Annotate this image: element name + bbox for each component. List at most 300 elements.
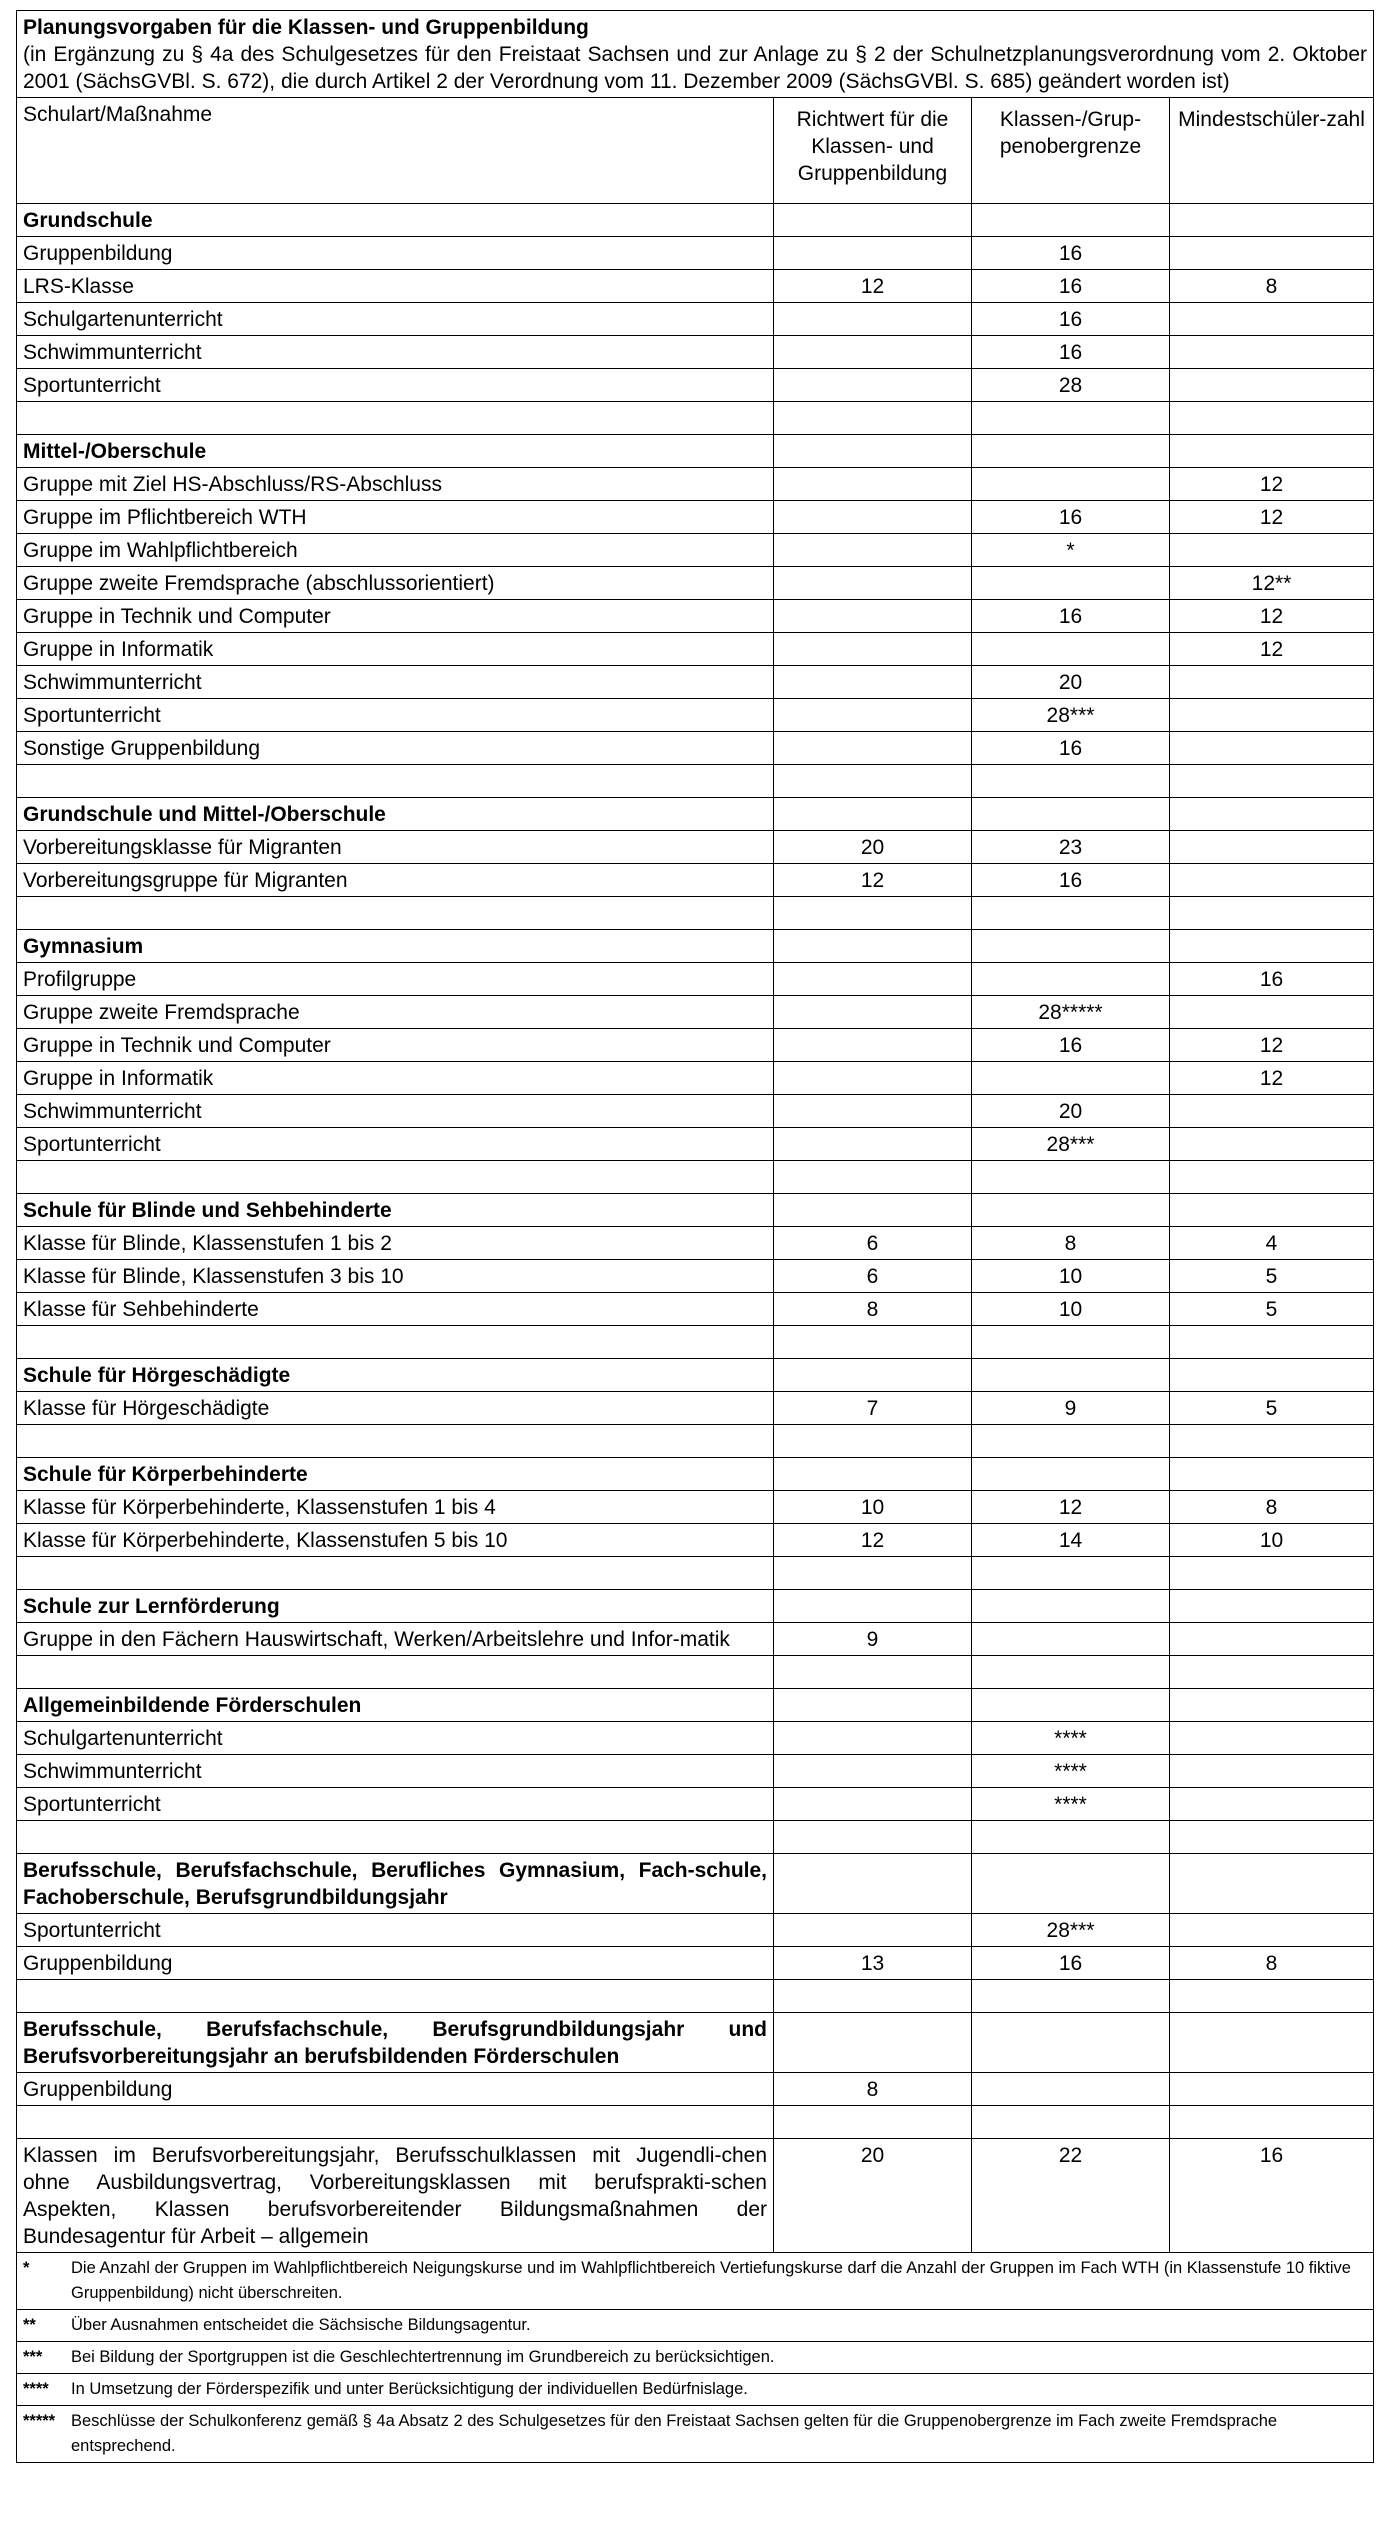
section-title: Grundschule [17,204,774,237]
mindestschuelerzahl-cell: 12 [1170,501,1374,534]
richtwert-cell [774,237,972,270]
mindestschuelerzahl-cell: 12** [1170,567,1374,600]
empty-row [17,1557,1374,1590]
obergrenze-cell: 28*** [972,699,1170,732]
row-label: Schulgartenunterricht [17,303,774,336]
obergrenze-cell: **** [972,1755,1170,1788]
section-header-row [17,1359,1374,1392]
title-cell [17,11,1374,98]
empty-row [17,1980,1374,2013]
richtwert-cell [774,534,972,567]
section-empty-cell [774,2013,972,2073]
richtwert-cell [774,1755,972,1788]
section-title: Gymnasium [17,930,774,963]
table-title: Planungsvorgaben für die Klassen- und Gruppenbildung [23,16,589,39]
empty-cell [17,1425,774,1458]
mindestschuelerzahl-cell [1170,864,1374,897]
section-title: Schule für Blinde und Sehbehinderte [17,1194,774,1227]
table-row [17,1293,1374,1326]
empty-cell [774,897,972,930]
richtwert-cell [774,963,972,996]
empty-cell [1170,1557,1374,1590]
empty-cell [1170,1326,1374,1359]
empty-cell [17,1161,774,1194]
obergrenze-cell: 16 [972,270,1170,303]
mindestschuelerzahl-cell [1170,336,1374,369]
obergrenze-cell: 28 [972,369,1170,402]
row-label: LRS-Klasse [17,270,774,303]
footnote-row [17,2253,1374,2310]
section-header-row [17,435,1374,468]
row-label: Sonstige Gruppenbildung [17,732,774,765]
header-richtwert: Richtwert für die Klassen- und Gruppenbildung [774,98,972,204]
footnote-cell [17,2406,1374,2463]
row-label: Gruppe zweite Fremdsprache [17,996,774,1029]
empty-cell [972,1980,1170,2013]
obergrenze-cell: 9 [972,1392,1170,1425]
footnote-text: Beschlüsse der Schulkonferenz gemäß § 4a Absatz 2 des Schulgesetzes für den Freistaat Sachsen gelten für die Gruppenobergrenze im Fach zweite Fremdsprache entsprechend. [71,2412,1278,2455]
richtwert-cell: 12 [774,270,972,303]
row-label: Vorbereitungsklasse für Migranten [17,831,774,864]
empty-row [17,2106,1374,2139]
empty-cell [972,897,1170,930]
richtwert-cell: 7 [774,1392,972,1425]
mindestschuelerzahl-cell [1170,732,1374,765]
mindestschuelerzahl-cell [1170,1914,1374,1947]
table-row [17,2073,1374,2106]
section-title: Schule für Körperbehinderte [17,1458,774,1491]
obergrenze-cell: 28*** [972,1128,1170,1161]
section-empty-cell [774,798,972,831]
table-row [17,699,1374,732]
section-header-row [17,1854,1374,1914]
footnote-cell [17,2374,1374,2406]
empty-cell [972,1326,1170,1359]
row-label: Schwimmunterricht [17,1095,774,1128]
row-label: Klasse für Blinde, Klassenstufen 3 bis 10 [17,1260,774,1293]
row-label: Sportunterricht [17,699,774,732]
footnote-mark: * [23,2259,30,2277]
section-empty-cell [972,798,1170,831]
empty-cell [17,1557,774,1590]
empty-cell [774,1821,972,1854]
empty-cell [1170,1980,1374,2013]
section-empty-cell [774,1689,972,1722]
footnote-mark: ***** [23,2412,56,2430]
obergrenze-cell: * [972,534,1170,567]
section-empty-cell [1170,930,1374,963]
row-label: Gruppe in Informatik [17,1062,774,1095]
section-empty-cell [972,435,1170,468]
mindestschuelerzahl-cell: 5 [1170,1293,1374,1326]
table-row [17,1722,1374,1755]
richtwert-cell [774,468,972,501]
section-empty-cell [1170,204,1374,237]
row-label: Sportunterricht [17,1128,774,1161]
section-empty-cell [972,1194,1170,1227]
section-empty-cell [972,1689,1170,1722]
row-label: Gruppe in den Fächern Hauswirtschaft, Werken/Arbeitslehre und Infor-matik [17,1623,774,1656]
mindestschuelerzahl-cell: 16 [1170,2139,1374,2253]
section-empty-cell [774,1359,972,1392]
section-empty-cell [972,930,1170,963]
row-label: Profilgruppe [17,963,774,996]
row-label: Schwimmunterricht [17,666,774,699]
obergrenze-cell [972,1623,1170,1656]
section-empty-cell [1170,1590,1374,1623]
obergrenze-cell: 22 [972,2139,1170,2253]
obergrenze-cell: 12 [972,1491,1170,1524]
empty-row [17,1821,1374,1854]
table-row [17,1062,1374,1095]
row-label: Gruppe im Pflichtbereich WTH [17,501,774,534]
empty-cell [972,1161,1170,1194]
table-row [17,1227,1374,1260]
table-row [17,1260,1374,1293]
empty-cell [972,2106,1170,2139]
table-row [17,996,1374,1029]
empty-row [17,897,1374,930]
section-empty-cell [1170,1194,1374,1227]
section-empty-cell [774,1854,972,1914]
section-empty-cell [972,1458,1170,1491]
row-label: Gruppenbildung [17,1947,774,1980]
mindestschuelerzahl-cell [1170,1095,1374,1128]
richtwert-cell: 9 [774,1623,972,1656]
section-title: Grundschule und Mittel-/Oberschule [17,798,774,831]
table-row [17,1491,1374,1524]
section-empty-cell [1170,2013,1374,2073]
empty-cell [17,1656,774,1689]
obergrenze-cell: 16 [972,1029,1170,1062]
footnote-cell [17,2310,1374,2342]
section-empty-cell [972,1854,1170,1914]
section-header-row [17,2013,1374,2073]
richtwert-cell [774,996,972,1029]
empty-cell [17,402,774,435]
empty-row [17,1161,1374,1194]
section-empty-cell [774,1590,972,1623]
richtwert-cell [774,336,972,369]
row-label: Vorbereitungsgruppe für Migranten [17,864,774,897]
section-header-row [17,1194,1374,1227]
richtwert-cell [774,1128,972,1161]
empty-cell [774,765,972,798]
richtwert-cell: 6 [774,1227,972,1260]
section-empty-cell [972,1590,1170,1623]
empty-cell [1170,765,1374,798]
obergrenze-cell: 23 [972,831,1170,864]
section-empty-cell [1170,1458,1374,1491]
richtwert-cell [774,666,972,699]
mindestschuelerzahl-cell [1170,699,1374,732]
empty-cell [972,1821,1170,1854]
mindestschuelerzahl-cell: 8 [1170,1491,1374,1524]
row-label: Gruppe in Technik und Computer [17,1029,774,1062]
mindestschuelerzahl-cell: 12 [1170,1029,1374,1062]
obergrenze-cell [972,468,1170,501]
header-mindestschuelerzahl: Mindestschüler-zahl [1170,98,1374,204]
mindestschuelerzahl-cell [1170,1128,1374,1161]
richtwert-cell [774,633,972,666]
obergrenze-cell [972,1062,1170,1095]
empty-row [17,1326,1374,1359]
row-label: Klasse für Sehbehinderte [17,1293,774,1326]
empty-cell [1170,2106,1374,2139]
empty-cell [17,1821,774,1854]
empty-cell [1170,1821,1374,1854]
obergrenze-cell: 16 [972,864,1170,897]
table-row [17,963,1374,996]
obergrenze-cell: 16 [972,303,1170,336]
obergrenze-cell: 14 [972,1524,1170,1557]
richtwert-cell: 12 [774,864,972,897]
table-row [17,633,1374,666]
richtwert-cell [774,699,972,732]
table-row [17,270,1374,303]
table-row [17,567,1374,600]
empty-cell [1170,897,1374,930]
richtwert-cell: 20 [774,831,972,864]
empty-cell [774,402,972,435]
section-empty-cell [972,204,1170,237]
section-empty-cell [972,1359,1170,1392]
table-row [17,468,1374,501]
row-label: Klasse für Blinde, Klassenstufen 1 bis 2 [17,1227,774,1260]
table-row [17,1029,1374,1062]
mindestschuelerzahl-cell [1170,534,1374,567]
obergrenze-cell: 8 [972,1227,1170,1260]
header-row [17,98,1374,204]
mindestschuelerzahl-cell: 12 [1170,468,1374,501]
row-label: Gruppe im Wahlpflichtbereich [17,534,774,567]
row-label: Klassen im Berufsvorbereitungsjahr, Berufsschulklassen mit Jugendli-chen ohne Ausbildungsvertrag, Vorbereitungsklassen mit berufsprakti-schen Aspekten, Klassen berufsvorbereitender Bildungsmaßnahmen der Bundesagentur für Arbeit – allgemein [17,2139,774,2253]
section-title: Mittel-/Oberschule [17,435,774,468]
empty-cell [774,1161,972,1194]
table-row [17,1095,1374,1128]
obergrenze-cell [972,963,1170,996]
obergrenze-cell [972,567,1170,600]
mindestschuelerzahl-cell [1170,831,1374,864]
richtwert-cell: 20 [774,2139,972,2253]
footnote-row [17,2374,1374,2406]
section-title: Allgemeinbildende Förderschulen [17,1689,774,1722]
section-header-row [17,1689,1374,1722]
row-label: Gruppe mit Ziel HS-Abschluss/RS-Abschluss [17,468,774,501]
table-row [17,1755,1374,1788]
mindestschuelerzahl-cell [1170,237,1374,270]
empty-cell [774,2106,972,2139]
row-label: Gruppe zweite Fremdsprache (abschlussorientiert) [17,567,774,600]
table-row [17,1788,1374,1821]
richtwert-cell [774,732,972,765]
obergrenze-cell: **** [972,1722,1170,1755]
table-row [17,1524,1374,1557]
section-header-row [17,1458,1374,1491]
row-label: Sportunterricht [17,369,774,402]
empty-cell [1170,1656,1374,1689]
empty-cell [774,1656,972,1689]
mindestschuelerzahl-cell [1170,996,1374,1029]
row-label: Gruppe in Technik und Computer [17,600,774,633]
table-row [17,864,1374,897]
section-header-row [17,930,1374,963]
table-row [17,600,1374,633]
footnote-text: In Umsetzung der Förderspezifik und unter Berücksichtigung der individuellen Bedürfnislage. [71,2380,748,2398]
obergrenze-cell: **** [972,1788,1170,1821]
header-obergrenze: Klassen-/Grup-penobergrenze [972,98,1170,204]
row-label: Schwimmunterricht [17,336,774,369]
richtwert-cell: 13 [774,1947,972,1980]
table-row [17,1128,1374,1161]
section-empty-cell [774,1194,972,1227]
obergrenze-cell: 16 [972,237,1170,270]
title-row [17,11,1374,98]
footnote-text: Über Ausnahmen entscheidet die Sächsische Bildungsagentur. [71,2316,531,2334]
obergrenze-cell: 16 [972,600,1170,633]
footnote-row [17,2310,1374,2342]
section-header-row [17,798,1374,831]
mindestschuelerzahl-cell [1170,1788,1374,1821]
section-empty-cell [1170,435,1374,468]
mindestschuelerzahl-cell [1170,1722,1374,1755]
obergrenze-cell: 16 [972,1947,1170,1980]
richtwert-cell: 10 [774,1491,972,1524]
obergrenze-cell: 16 [972,336,1170,369]
section-empty-cell [774,435,972,468]
richtwert-cell [774,1095,972,1128]
table-row [17,1392,1374,1425]
richtwert-cell [774,1722,972,1755]
empty-cell [972,1557,1170,1590]
table-row [17,732,1374,765]
mindestschuelerzahl-cell [1170,666,1374,699]
footnote-row [17,2342,1374,2374]
row-label: Klasse für Körperbehinderte, Klassenstufen 5 bis 10 [17,1524,774,1557]
section-empty-cell [972,2013,1170,2073]
obergrenze-cell: 16 [972,501,1170,534]
table-row [17,303,1374,336]
row-label: Sportunterricht [17,1788,774,1821]
richtwert-cell [774,567,972,600]
mindestschuelerzahl-cell: 4 [1170,1227,1374,1260]
section-title: Berufsschule, Berufsfachschule, Berufsgrundbildungsjahr und Berufsvorbereitungsjahr an berufsbildenden Förderschulen [17,2013,774,2073]
footnote-mark: *** [23,2348,43,2366]
obergrenze-cell [972,633,1170,666]
empty-cell [972,1656,1170,1689]
section-empty-cell [774,1458,972,1491]
row-label: Gruppenbildung [17,237,774,270]
mindestschuelerzahl-cell: 12 [1170,633,1374,666]
obergrenze-cell: 10 [972,1260,1170,1293]
planning-table-document [16,10,1373,2463]
row-label: Gruppenbildung [17,2073,774,2106]
richtwert-cell [774,501,972,534]
section-empty-cell [1170,1359,1374,1392]
obergrenze-cell: 28***** [972,996,1170,1029]
table-row [17,369,1374,402]
mindestschuelerzahl-cell [1170,369,1374,402]
empty-row [17,1656,1374,1689]
mindestschuelerzahl-cell: 5 [1170,1260,1374,1293]
empty-cell [17,2106,774,2139]
table-row [17,237,1374,270]
section-empty-cell [774,930,972,963]
richtwert-cell: 12 [774,1524,972,1557]
obergrenze-cell [972,2073,1170,2106]
empty-cell [774,1557,972,1590]
richtwert-cell [774,1788,972,1821]
obergrenze-cell: 20 [972,1095,1170,1128]
empty-cell [972,402,1170,435]
empty-cell [17,1326,774,1359]
empty-cell [17,1980,774,2013]
mindestschuelerzahl-cell: 16 [1170,963,1374,996]
mindestschuelerzahl-cell [1170,2073,1374,2106]
footnote-mark: **** [23,2380,49,2398]
row-label: Klasse für Hörgeschädigte [17,1392,774,1425]
row-label: Gruppe in Informatik [17,633,774,666]
richtwert-cell: 8 [774,2073,972,2106]
row-label: Schulgartenunterricht [17,1722,774,1755]
empty-cell [774,1326,972,1359]
mindestschuelerzahl-cell [1170,1755,1374,1788]
table-row [17,1914,1374,1947]
empty-cell [1170,1161,1374,1194]
empty-cell [774,1425,972,1458]
richtwert-cell [774,303,972,336]
footnote-row [17,2406,1374,2463]
footnote-text: Bei Bildung der Sportgruppen ist die Geschlechtertrennung im Grundbereich zu berücksichtigen. [71,2348,775,2366]
final-row [17,2139,1374,2253]
footnote-mark: ** [23,2316,36,2334]
richtwert-cell: 6 [774,1260,972,1293]
row-label: Schwimmunterricht [17,1755,774,1788]
richtwert-cell [774,1914,972,1947]
table-subtitle: (in Ergänzung zu § 4a des Schulgesetzes für den Freistaat Sachsen und zur Anlage zu § 2 der Schulnetzplanungsverordnung vom 2. Oktober 2001 (SächsGVBl. S. 672), die durch Artikel 2 der Verordnung vom 11. Dezember 2009 (SächsGVBl. S. 685) geändert worden ist) [23,43,1368,93]
obergrenze-cell: 28*** [972,1914,1170,1947]
row-label: Sportunterricht [17,1914,774,1947]
empty-cell [774,1980,972,2013]
obergrenze-cell: 20 [972,666,1170,699]
table-row [17,831,1374,864]
section-empty-cell [1170,798,1374,831]
mindestschuelerzahl-cell: 10 [1170,1524,1374,1557]
mindestschuelerzahl-cell: 8 [1170,270,1374,303]
empty-row [17,765,1374,798]
table-row [17,534,1374,567]
section-title: Schule zur Lernförderung [17,1590,774,1623]
footnote-text: Die Anzahl der Gruppen im Wahlpflichtbereich Neigungskurse und im Wahlpflichtbereich Vertiefungskurse darf die Anzahl der Gruppen im Fach WTH (in Klassenstufe 10 fiktive Gruppenbildung) nicht überschreiten. [71,2259,1351,2302]
obergrenze-cell: 16 [972,732,1170,765]
section-header-row [17,204,1374,237]
empty-row [17,402,1374,435]
richtwert-cell [774,600,972,633]
section-empty-cell [774,204,972,237]
mindestschuelerzahl-cell: 5 [1170,1392,1374,1425]
richtwert-cell [774,369,972,402]
richtwert-cell [774,1029,972,1062]
mindestschuelerzahl-cell: 8 [1170,1947,1374,1980]
planning-table [16,10,1374,2463]
empty-cell [972,765,1170,798]
empty-cell [972,1425,1170,1458]
table-row [17,336,1374,369]
section-title: Schule für Hörgeschädigte [17,1359,774,1392]
richtwert-cell [774,1062,972,1095]
footnote-cell [17,2342,1374,2374]
section-empty-cell [1170,1689,1374,1722]
